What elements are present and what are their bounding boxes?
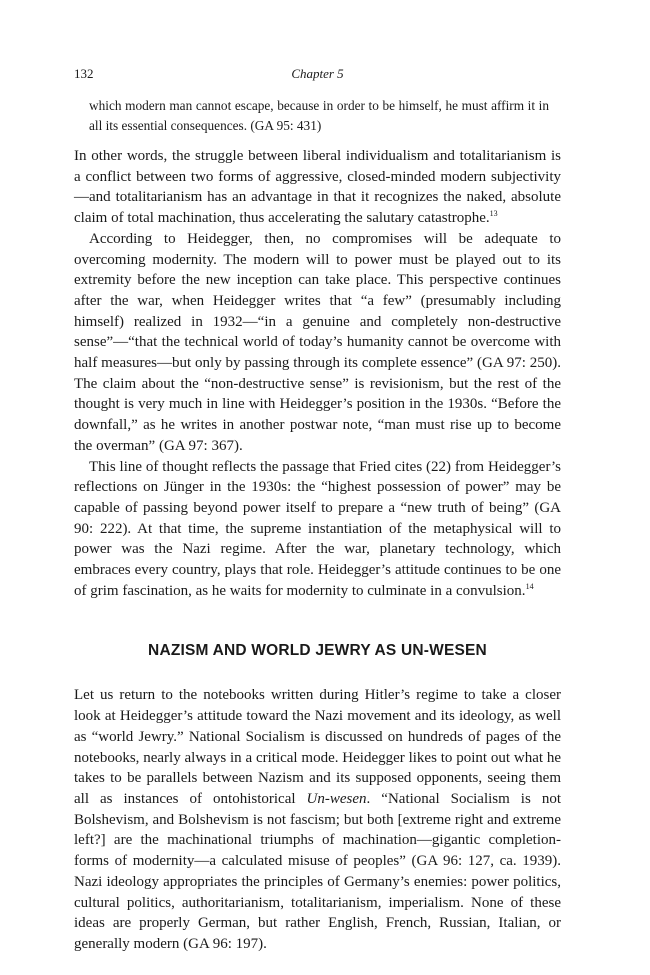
footnote-marker: 13 [489,209,498,219]
page-number: 132 [74,66,94,81]
paragraph-text: Let us return to the notebooks written during Hitler’s regime to take a closer look at Heidegger’s attitude toward the Nazi movement and its ideology, as well as “world Jewry.” National Socialism is discussed on hundreds of pages of the notebooks, nearly always in a critical mode. Heidegger likes to point out what he takes to be parallels between Nazism and its supposed opponents, seeing them all as instances of ontohistorical [74,687,561,807]
paragraph-text: According to Heidegger, then, no compromises will be adequate to overcoming modernity. The modern will to power must be played out to its extremity before the new inception can take place. This perspective continues after the war, when Heidegger writes that “a few” (presumably including himself) realized in 1932—“in a genuine and completely non-destructive sense”—“that the technical world of today’s humanity cannot be overcome with half measures—but only by passing through its complete essence” (GA 97: 250). The claim about the “non-destructive sense” is revisionism, but the rest of the thought is very much in line with Heidegger’s position in the 1930s. “Before the downfall,” as he writes in another postwar note, “man must rise up to become the overman” (GA 97: 367). [74,230,561,454]
emphasized-term: Un-wesen [306,790,367,807]
paragraph [74,685,561,954]
paragraph-text: In other words, the struggle between liberal individualism and totalitarianism is a conflict between two forms of aggressive, closed-minded modern subjectivity—and totalitarianism has an advantage in that it recognizes the naked, absolute claim of total machination, thus accelerating the salutary catastrophe. [74,148,561,227]
chapter-title: Chapter 5 [291,66,344,81]
running-head [74,64,561,84]
block-quote: which modern man cannot escape, because in order to be himself, he must affirm it in all its essential consequences. (GA 95: 431) [89,98,549,133]
paragraph [74,146,561,229]
footnote-marker: 14 [525,581,534,591]
paragraph [74,457,561,602]
section-body [74,685,561,954]
paragraph [74,229,561,457]
paragraph-text: . “National Socialism is not Bolshevism, and Bolshevism is not fascism; but both [extreme right and extreme left?] are the machinational triumphs of machination—gigantic completion-forms of modernity—a calculated misuse of peoples” (GA 96: 127, ca. 1939). Nazi ideology appropriates the principles of Germany’s enemies: power politics, cultural politics, authoritarianism, totalitarianism, imperialism. None of these ideas are properly German, but rather English, French, Russian, Italian, or generally modern (GA 96: 197). [74,790,561,952]
section-body [74,146,561,601]
book-page [74,64,561,955]
section-heading: NAZISM AND WORLD JEWRY AS UN-WESEN [148,642,487,660]
paragraph-text: This line of thought reflects the passage that Fried cites (22) from Heidegger’s reflections on Jünger in the 1930s: the “highest possession of power” may be capable of passing beyond power itself to prepare a “new truth of being” (GA 90: 222). At that time, the supreme instantiation of the metaphysical will to power was the Nazi regime. After the war, planetary technology, which embraces every country, plays that role. Heidegger’s attitude continues to be one of grim fascination, as he waits for modernity to culminate in a convulsion. [74,458,561,599]
